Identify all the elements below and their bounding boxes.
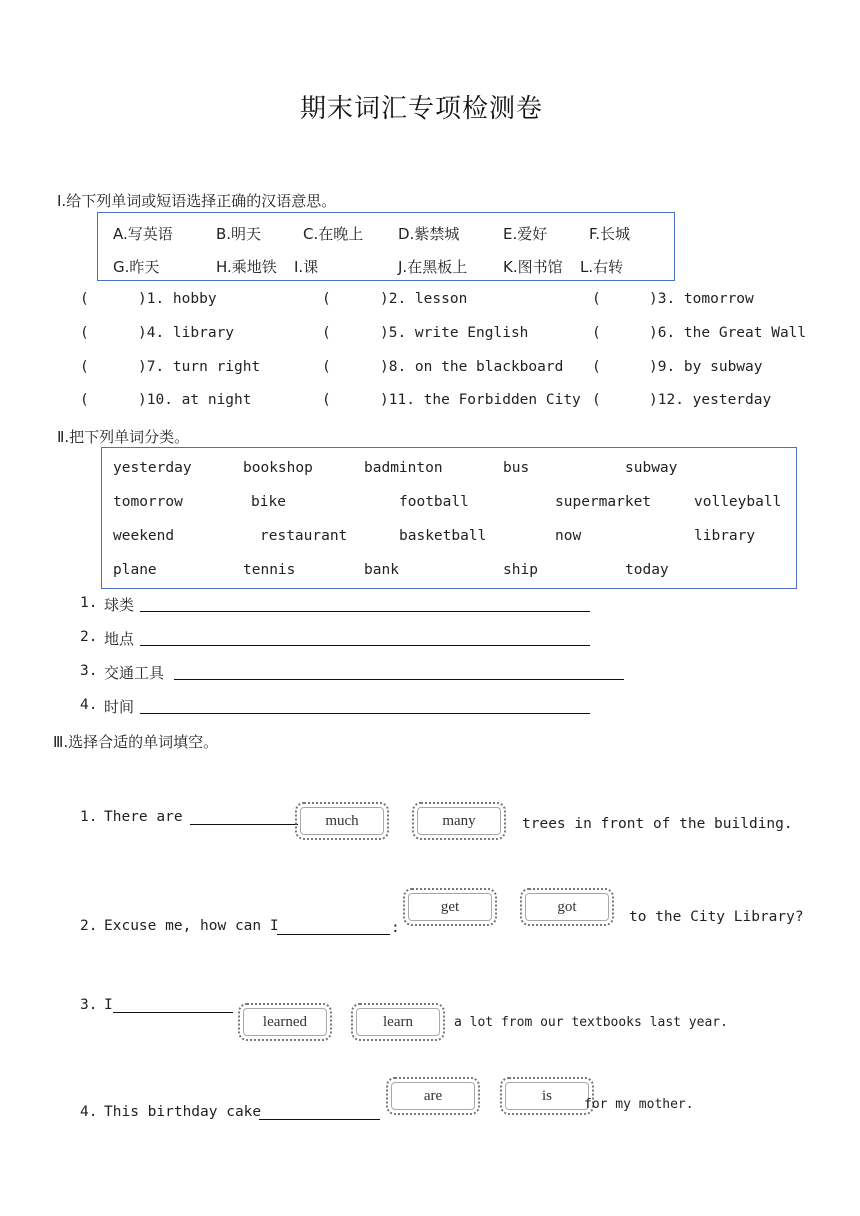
answer-paren: ( (592, 359, 601, 375)
option: K.图书馆 (503, 258, 563, 276)
question-number: 3. (80, 997, 98, 1013)
word: bus (503, 460, 530, 476)
option: G.昨天 (113, 258, 160, 276)
option: L.右转 (580, 258, 624, 276)
question-item: )12. yesterday (649, 392, 772, 408)
choice-chip[interactable]: much (295, 802, 389, 840)
question-item: )9. by subway (649, 359, 763, 375)
word-bank-box (101, 447, 797, 589)
choice-chip[interactable]: are (386, 1077, 480, 1115)
answer-paren: ( (322, 359, 331, 375)
answer-paren: ( (80, 392, 89, 408)
question-item: )4. library (138, 325, 235, 341)
answer-paren: ( (592, 291, 601, 307)
question-text: trees in front of the building. (522, 816, 793, 832)
category-number: 3. (80, 663, 98, 679)
word: library (694, 528, 756, 544)
answer-paren: ( (322, 325, 331, 341)
option: D.紫禁城 (398, 225, 460, 243)
word: today (625, 562, 669, 578)
section-2-heading: Ⅱ.把下列单词分类。 (57, 428, 190, 446)
word: plane (113, 562, 157, 578)
category-label: 球类 (104, 596, 135, 614)
choice-chip[interactable]: get (403, 888, 497, 926)
word: ship (503, 562, 538, 578)
choice-chip[interactable]: many (412, 802, 506, 840)
category-number: 4. (80, 697, 98, 713)
word: bike (251, 494, 286, 510)
word: yesterday (113, 460, 192, 476)
word: bookshop (243, 460, 313, 476)
section-1-heading: Ⅰ.给下列单词或短语选择正确的汉语意思。 (57, 192, 337, 210)
option: B.明天 (216, 225, 262, 243)
word: volleyball (694, 494, 782, 510)
question-text: Excuse me, how can I (104, 918, 279, 934)
option: A.写英语 (113, 225, 173, 243)
category-number: 1. (80, 595, 98, 611)
blank-line[interactable] (113, 1012, 233, 1013)
question-item: )5. write English (380, 325, 529, 341)
choice-chip[interactable]: learned (238, 1003, 332, 1041)
blank-line[interactable] (190, 824, 298, 825)
answer-paren: ( (592, 325, 601, 341)
category-label: 交通工具 (104, 664, 165, 682)
word: bank (364, 562, 399, 578)
question-item: )6. the Great Wall (649, 325, 807, 341)
answer-line[interactable] (140, 713, 590, 714)
word: now (555, 528, 582, 544)
question-number: 2. (80, 918, 98, 934)
blank-line[interactable] (277, 934, 390, 935)
question-item: )7. turn right (138, 359, 261, 375)
option: H.乘地铁 (216, 258, 277, 276)
section-3-heading: Ⅲ.选择合适的单词填空。 (53, 733, 219, 751)
option: F.长城 (589, 225, 630, 243)
category-number: 2. (80, 629, 98, 645)
question-item: )8. on the blackboard (380, 359, 564, 375)
answer-line[interactable] (140, 645, 590, 646)
answer-paren: ( (80, 325, 89, 341)
question-text: to the City Library? (629, 909, 804, 925)
word: subway (625, 460, 678, 476)
option: I.课 (294, 258, 319, 276)
word: restaurant (260, 528, 348, 544)
answer-paren: ( (592, 392, 601, 408)
answer-paren: ( (322, 291, 331, 307)
question-number: 1. (80, 809, 98, 825)
option: C.在晚上 (303, 225, 364, 243)
category-label: 地点 (104, 630, 135, 648)
word: badminton (364, 460, 443, 476)
question-text: a lot from our textbooks last year. (454, 1015, 728, 1030)
answer-paren: ( (322, 392, 331, 408)
question-text: There are (104, 809, 183, 825)
question-text: I (104, 997, 113, 1013)
question-item: )10. at night (138, 392, 252, 408)
choice-chip[interactable]: got (520, 888, 614, 926)
question-item: )2. lesson (380, 291, 468, 307)
answer-paren: ( (80, 291, 89, 307)
word: football (399, 494, 469, 510)
word: basketball (399, 528, 487, 544)
question-item: )3. tomorrow (649, 291, 754, 307)
category-label: 时间 (104, 698, 135, 716)
choice-chip[interactable]: is (500, 1077, 594, 1115)
question-number: 4. (80, 1104, 98, 1120)
answer-line[interactable] (174, 679, 624, 680)
question-text: This birthday cake (104, 1104, 262, 1120)
question-text: for my mother. (584, 1097, 694, 1112)
answer-paren: ( (80, 359, 89, 375)
word: weekend (113, 528, 175, 544)
question-text: : (391, 920, 400, 936)
word: tennis (243, 562, 296, 578)
word: tomorrow (113, 494, 183, 510)
question-item: )1. hobby (138, 291, 217, 307)
option: J.在黑板上 (398, 258, 468, 276)
answer-line[interactable] (140, 611, 590, 612)
choice-chip[interactable]: learn (351, 1003, 445, 1041)
option: E.爱好 (503, 225, 548, 243)
blank-line[interactable] (259, 1119, 380, 1120)
page-title: 期末词汇专项检测卷 (300, 94, 544, 124)
question-item: )11. the Forbidden City (380, 392, 581, 408)
word: supermarket (555, 494, 652, 510)
